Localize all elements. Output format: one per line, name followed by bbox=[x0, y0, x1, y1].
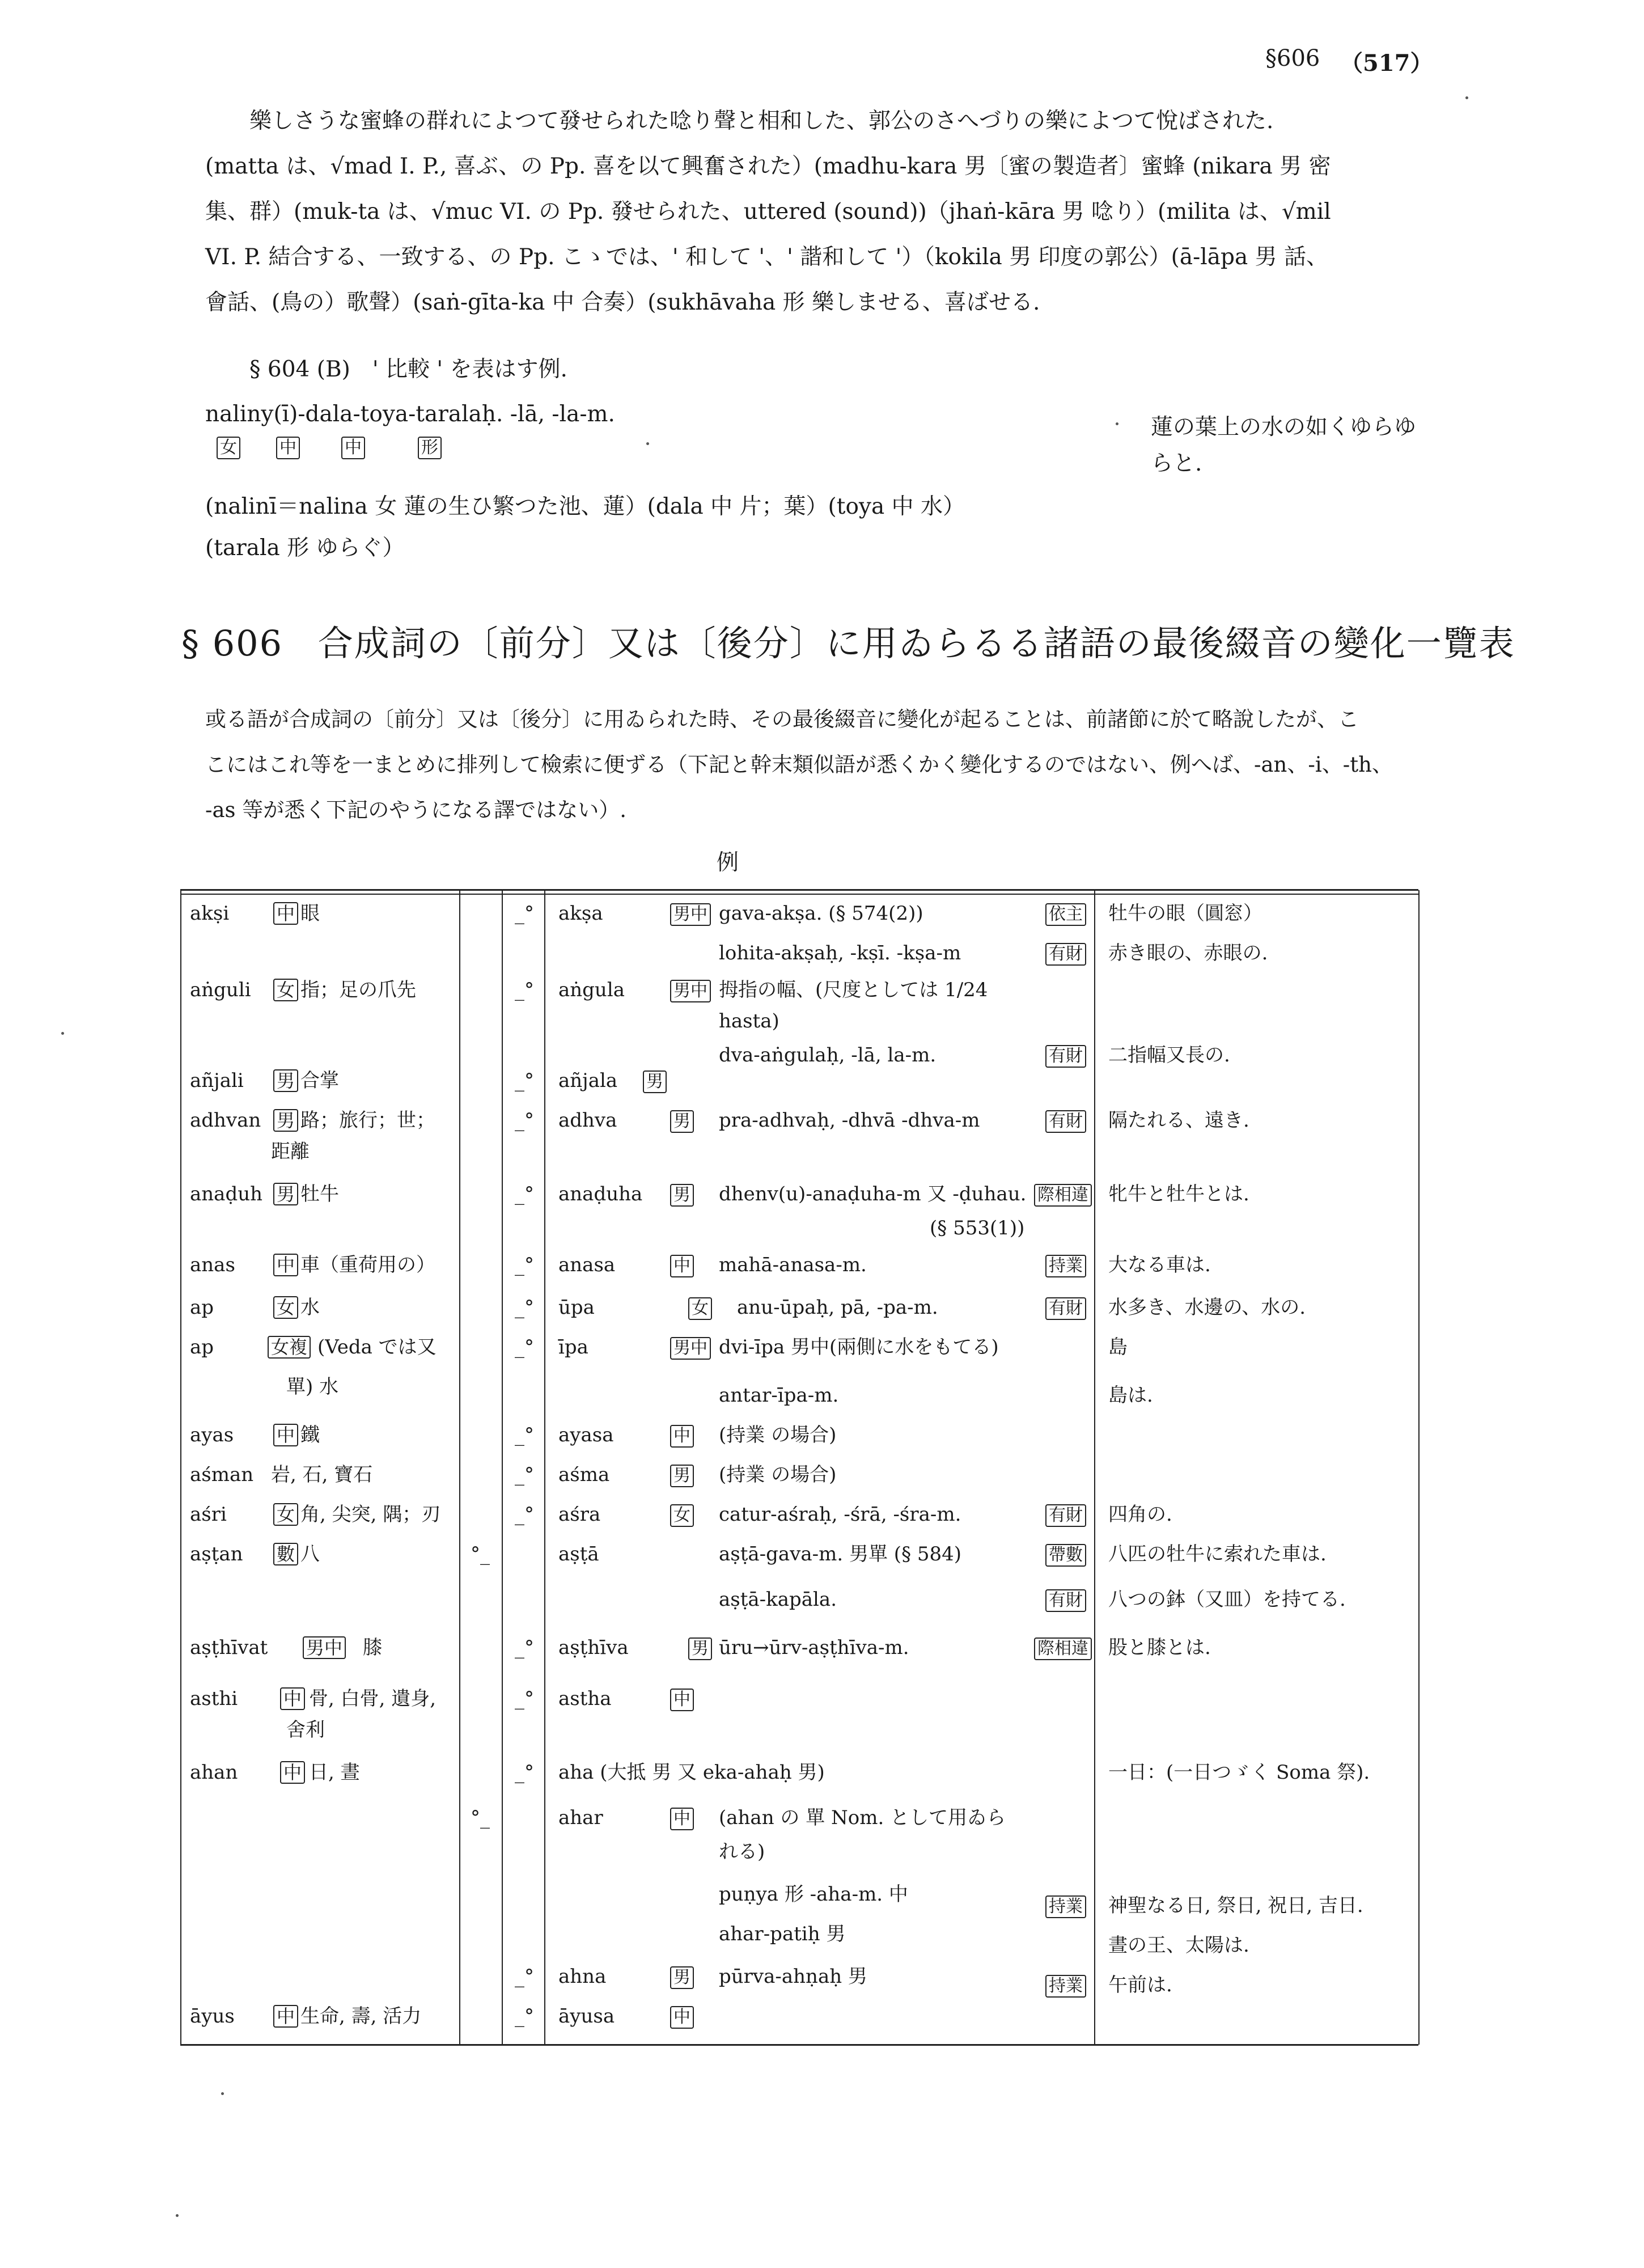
form-tag: 中 bbox=[670, 1255, 694, 1277]
form-tag: 女 bbox=[688, 1297, 712, 1320]
form-tag: 中 bbox=[670, 2006, 694, 2029]
example: (ahan の 單 Nom. として用ゐら bbox=[719, 1806, 1006, 1829]
form: aśra bbox=[558, 1503, 601, 1526]
form: ahna bbox=[558, 1965, 607, 1988]
mark: _° bbox=[515, 1503, 534, 1526]
form: añjala bbox=[558, 1069, 618, 1092]
meaning: 指；足の爪先 bbox=[300, 979, 416, 1001]
translation: 牝牛と牡牛とは. bbox=[1108, 1183, 1249, 1205]
lemma-tag: 男 bbox=[273, 1069, 298, 1092]
mark: °_ bbox=[471, 1806, 490, 1829]
lemma: anaḍuh bbox=[190, 1183, 262, 1205]
mark: _° bbox=[515, 1761, 534, 1784]
lemma: akṣi bbox=[190, 902, 230, 925]
meaning: 路；旅行；世； bbox=[300, 1109, 435, 1132]
table-top-rule-2 bbox=[180, 894, 1418, 895]
subsection-label: § 604 (B) ' 比較 ' を表はす例. bbox=[249, 357, 567, 382]
meaning-cont: 單) 水 bbox=[286, 1376, 339, 1398]
compound-type: 持業 bbox=[1045, 1255, 1086, 1277]
mark: _° bbox=[515, 1296, 534, 1319]
translation: 島は. bbox=[1108, 1384, 1153, 1407]
lemma: aṣṭhīvat bbox=[190, 1636, 268, 1659]
example: pra-adhvaḥ, -dhvā -dhva-m bbox=[719, 1109, 980, 1132]
lemma: añjali bbox=[190, 1069, 244, 1092]
translation-line: 蓮の葉上の水の如くゆらゆ bbox=[1151, 414, 1417, 440]
meaning: 生命, 壽, 活力 bbox=[300, 2005, 422, 2028]
intro-line: 集、群）(muk-ta は、√muc VI. の Pp. 發せられた、uttered (sound))（jhaṅ-kāra 男 唸り）(milita は、√mil bbox=[205, 199, 1331, 225]
lemma-tag: 女 bbox=[273, 1296, 298, 1319]
mark: _° bbox=[515, 1109, 534, 1132]
example: pūrva-ahṇaḥ 男 bbox=[719, 1965, 867, 1988]
example: dhenv(u)-anaḍuha-m 又 -ḍuhau. bbox=[719, 1183, 1027, 1205]
example: れる) bbox=[719, 1840, 765, 1863]
form-tag: 男中 bbox=[670, 903, 711, 926]
form: anasa bbox=[558, 1254, 616, 1276]
page-number: （517） bbox=[1340, 50, 1433, 77]
section-number: §606 bbox=[1265, 45, 1320, 71]
form: astha bbox=[558, 1687, 612, 1710]
table-col-rule bbox=[1418, 890, 1420, 2045]
example: gava-akṣa. (§ 574(2)) bbox=[719, 902, 923, 925]
compound-type: 際相違 bbox=[1034, 1637, 1092, 1660]
scan-speck bbox=[1116, 422, 1118, 425]
meaning: 膝 bbox=[363, 1636, 382, 1659]
meaning: 水 bbox=[300, 1296, 320, 1319]
compound-example: naliny(ī)-dala-toya-taralaḥ. -lā, -la-m. bbox=[205, 401, 615, 427]
meaning: 車（重荷用の） bbox=[300, 1254, 435, 1276]
example: puṇya 形 -aha-m. 中 bbox=[719, 1883, 908, 1906]
tag-badge: 女 bbox=[217, 437, 240, 459]
translation: 赤き眼の、赤眼の. bbox=[1108, 942, 1268, 964]
section-para-line: -as 等が悉く下記のやうになる譯ではない）. bbox=[205, 798, 627, 822]
translation: 隔たれる、遠き. bbox=[1108, 1109, 1249, 1132]
meaning: 骨, 白骨, 遺身, bbox=[309, 1687, 437, 1710]
form: aṅgula bbox=[558, 979, 625, 1001]
lemma-tag: 中 bbox=[273, 2005, 298, 2028]
meaning: 眼 bbox=[300, 902, 320, 925]
example: 拇指の幅、(尺度としては 1/24 bbox=[719, 979, 988, 1001]
example: aṣṭā-gava-m. 男單 (§ 584) bbox=[719, 1543, 962, 1565]
example: hasta) bbox=[719, 1010, 779, 1033]
lemma-tag: 女 bbox=[273, 979, 298, 1001]
form: aśma bbox=[558, 1463, 610, 1486]
example: catur-aśraḥ, -śrā, -śra-m. bbox=[719, 1503, 961, 1526]
mark: _° bbox=[515, 1636, 534, 1659]
mark: _° bbox=[515, 1424, 534, 1446]
mark: _° bbox=[515, 1463, 534, 1486]
compound-type: 持業 bbox=[1045, 1895, 1086, 1918]
meaning: 合掌 bbox=[300, 1069, 339, 1092]
form: anaḍuha bbox=[558, 1183, 643, 1205]
mark: _° bbox=[515, 1336, 534, 1359]
form-tag: 男 bbox=[670, 1110, 694, 1133]
mark: _° bbox=[515, 1687, 534, 1710]
gloss-line: (nalinī＝nalina 女 蓮の生ひ繁つた池、蓮）(dala 中 片；葉）(toya 中 水） bbox=[205, 494, 965, 519]
meaning: 日, 晝 bbox=[309, 1761, 360, 1784]
lemma: ap bbox=[190, 1336, 214, 1359]
compound-type: 依主 bbox=[1045, 903, 1086, 926]
table-col-rule bbox=[459, 890, 460, 2045]
lemma: ahan bbox=[190, 1761, 238, 1784]
meaning-cont: 舍利 bbox=[286, 1719, 325, 1741]
tag-badge: 中 bbox=[341, 437, 365, 459]
lemma: adhvan bbox=[190, 1109, 261, 1132]
compound-type: 際相違 bbox=[1034, 1184, 1092, 1207]
meaning: (Veda では又 bbox=[317, 1336, 437, 1359]
example: ūru→ūrv-aṣṭhīva-m. bbox=[719, 1636, 909, 1659]
translation: 午前は. bbox=[1108, 1974, 1172, 1996]
lemma: aśman bbox=[190, 1463, 254, 1486]
translation: 股と膝とは. bbox=[1108, 1636, 1211, 1659]
translation: 島 bbox=[1108, 1336, 1128, 1359]
tag-badge: 形 bbox=[418, 437, 442, 459]
compound-type: 有財 bbox=[1045, 1297, 1086, 1320]
example: lohita-akṣaḥ, -kṣī. -kṣa-m bbox=[719, 942, 961, 964]
lemma: ayas bbox=[190, 1424, 234, 1446]
table-bottom-rule bbox=[180, 2044, 1418, 2046]
lemma: āyus bbox=[190, 2005, 235, 2028]
lemma: anas bbox=[190, 1254, 235, 1276]
example: dva-aṅgulaḥ, -lā, la-m. bbox=[719, 1044, 937, 1067]
form: adhva bbox=[558, 1109, 617, 1132]
form-tag: 中 bbox=[670, 1689, 694, 1711]
lemma-tag: 中 bbox=[273, 902, 298, 925]
lemma-tag: 女複 bbox=[268, 1336, 311, 1359]
form: ūpa bbox=[558, 1296, 595, 1319]
table-col-rule bbox=[1094, 890, 1095, 2045]
example: antar-īpa-m. bbox=[719, 1384, 839, 1407]
mark: _° bbox=[515, 1965, 534, 1988]
intro-line: VI. P. 結合する、一致する、の Pp. こゝでは、' 和して '、' 諧和して '）（kokila 男 印度の郭公）(ā-lāpa 男 話、 bbox=[205, 244, 1328, 270]
compound-type: 持業 bbox=[1045, 1975, 1086, 1998]
intro-line: 樂しさうな蜜蜂の群れによつて發せられた唸り聲と相和した、郭公のさへづりの樂によつて悅ばされた. bbox=[249, 108, 1274, 134]
form-tag: 男 bbox=[688, 1637, 712, 1660]
mark: _° bbox=[515, 979, 534, 1001]
lemma-tag: 數 bbox=[273, 1543, 298, 1565]
example: (持業 の場合) bbox=[719, 1424, 837, 1446]
meaning: 八 bbox=[300, 1543, 320, 1565]
mark: _° bbox=[515, 902, 534, 925]
meaning-cont: 距離 bbox=[271, 1140, 310, 1163]
lemma-tag: 中 bbox=[273, 1254, 298, 1276]
form-tag: 中 bbox=[670, 1425, 694, 1448]
translation: 晝の王、太陽は. bbox=[1108, 1934, 1249, 1957]
translation: 大なる車は. bbox=[1108, 1254, 1211, 1276]
mark: _° bbox=[515, 2005, 534, 2028]
form-tag: 男 bbox=[643, 1070, 667, 1093]
meaning: 岩, 石, 寶石 bbox=[271, 1463, 373, 1486]
lemma: ap bbox=[190, 1296, 214, 1319]
lemma: asthi bbox=[190, 1687, 238, 1710]
compound-type: 有財 bbox=[1045, 1504, 1086, 1527]
form-tag: 男中 bbox=[670, 980, 711, 1002]
form: akṣa bbox=[558, 902, 603, 925]
mark: _° bbox=[515, 1183, 534, 1205]
form-tag: 男 bbox=[670, 1184, 694, 1207]
form: aṣṭhīva bbox=[558, 1636, 629, 1659]
scan-speck bbox=[61, 1032, 64, 1035]
table-caption: 例 bbox=[717, 850, 739, 875]
gloss-line: (tarala 形 ゆらぐ） bbox=[205, 535, 405, 561]
lemma-tag: 中 bbox=[273, 1424, 298, 1446]
meaning: 牡牛 bbox=[300, 1183, 339, 1205]
lemma-tag: 女 bbox=[273, 1503, 298, 1526]
mark: _° bbox=[515, 1069, 534, 1092]
scan-speck bbox=[646, 442, 649, 445]
form-tag: 中 bbox=[670, 1808, 694, 1830]
form: ayasa bbox=[558, 1424, 614, 1446]
example: dvi-īpa 男中(兩側に水をもてる) bbox=[719, 1336, 999, 1359]
translation: 牡牛の眼（圓窓） bbox=[1108, 902, 1262, 925]
form: āyusa bbox=[558, 2005, 615, 2028]
compound-type: 有財 bbox=[1045, 943, 1086, 966]
example: (§ 553(1)) bbox=[930, 1217, 1025, 1239]
translation-line: らと. bbox=[1151, 451, 1202, 476]
compound-type: 有財 bbox=[1045, 1589, 1086, 1612]
scan-speck bbox=[221, 2092, 224, 2095]
scan-speck bbox=[1465, 96, 1468, 99]
translation: 一日：(一日つゞく Soma 祭). bbox=[1108, 1761, 1370, 1784]
lemma-tag: 男中 bbox=[303, 1636, 346, 1659]
compound-type: 帶數 bbox=[1045, 1544, 1086, 1567]
example: ahar-patiḥ 男 bbox=[719, 1923, 846, 1945]
lemma: aṅguli bbox=[190, 979, 251, 1001]
translation: 四角の. bbox=[1108, 1503, 1172, 1526]
intro-line: 會話、(鳥の）歌聲）(saṅ-gīta-ka 中 合奏）(sukhāvaha 形 樂しませる、喜ばせる. bbox=[205, 290, 1040, 315]
lemma: aśri bbox=[190, 1503, 227, 1526]
tag-badge: 中 bbox=[276, 437, 300, 459]
table-col-rule bbox=[544, 890, 545, 2045]
form: aha (大抵 男 又 eka-ahaḥ 男) bbox=[558, 1761, 825, 1784]
table-top-rule bbox=[180, 889, 1418, 891]
lemma-tag: 中 bbox=[280, 1687, 305, 1710]
lemma-tag: 中 bbox=[280, 1761, 305, 1784]
section-para-line: 或る語が合成詞の〔前分〕又は〔後分〕に用ゐられた時、その最後綴音に變化が起ることは、前諸節に於て略說したが、こ bbox=[205, 707, 1359, 731]
mark: _° bbox=[515, 1254, 534, 1276]
form-tag: 男中 bbox=[670, 1337, 711, 1360]
translation: 神聖なる日, 祭日, 祝日, 吉日. bbox=[1108, 1894, 1363, 1917]
translation: 二指幅又長の. bbox=[1108, 1044, 1230, 1067]
translation: 水多き、水邊の、水の. bbox=[1108, 1296, 1306, 1319]
translation: 八つの鉢（又皿）を持てる. bbox=[1108, 1588, 1346, 1611]
table-col-rule bbox=[502, 890, 503, 2045]
section-title-number: § 606 bbox=[181, 623, 283, 664]
meaning: 鐵 bbox=[300, 1424, 320, 1446]
compound-type: 有財 bbox=[1045, 1045, 1086, 1068]
table-col-rule bbox=[180, 890, 181, 2045]
lemma-tag: 男 bbox=[273, 1109, 298, 1132]
scan-speck bbox=[176, 2214, 179, 2217]
form-tag: 女 bbox=[670, 1504, 694, 1527]
example: aṣṭā-kapāla. bbox=[719, 1588, 837, 1611]
translation: 八匹の牡牛に索れた車は. bbox=[1108, 1543, 1327, 1565]
mark: °_ bbox=[471, 1543, 490, 1565]
section-title bbox=[181, 615, 1515, 666]
form: ahar bbox=[558, 1806, 603, 1829]
section-para-line: こにはこれ等を一まとめに排列して檢索に便ずる（下記と幹末類似語が悉くかく變化するのではない、例へば、-an、-i、-th、 bbox=[205, 752, 1393, 777]
lemma-tag: 男 bbox=[273, 1183, 298, 1205]
form: aṣṭā bbox=[558, 1543, 599, 1565]
example: (持業 の場合) bbox=[719, 1463, 837, 1486]
section-title-text: 合成詞の〔前分〕又は〔後分〕に用ゐらるる諸語の最後綴音の變化一覽表 bbox=[317, 623, 1515, 664]
meaning: 角, 尖突, 隅；刃 bbox=[300, 1503, 441, 1526]
example: anu-ūpaḥ, pā, -pa-m. bbox=[737, 1296, 938, 1319]
example: mahā-anasa-m. bbox=[719, 1254, 867, 1276]
form: īpa bbox=[558, 1336, 588, 1359]
form-tag: 男 bbox=[670, 1966, 694, 1989]
compound-type: 有財 bbox=[1045, 1110, 1086, 1133]
form-tag: 男 bbox=[670, 1465, 694, 1487]
intro-line: (matta は、√mad I. P., 喜ぶ、の Pp. 喜を以て興奮された）(madhu-kara 男〔蜜の製造者〕蜜蜂 (nikara 男 密 bbox=[205, 154, 1331, 179]
lemma: aṣṭan bbox=[190, 1543, 243, 1565]
